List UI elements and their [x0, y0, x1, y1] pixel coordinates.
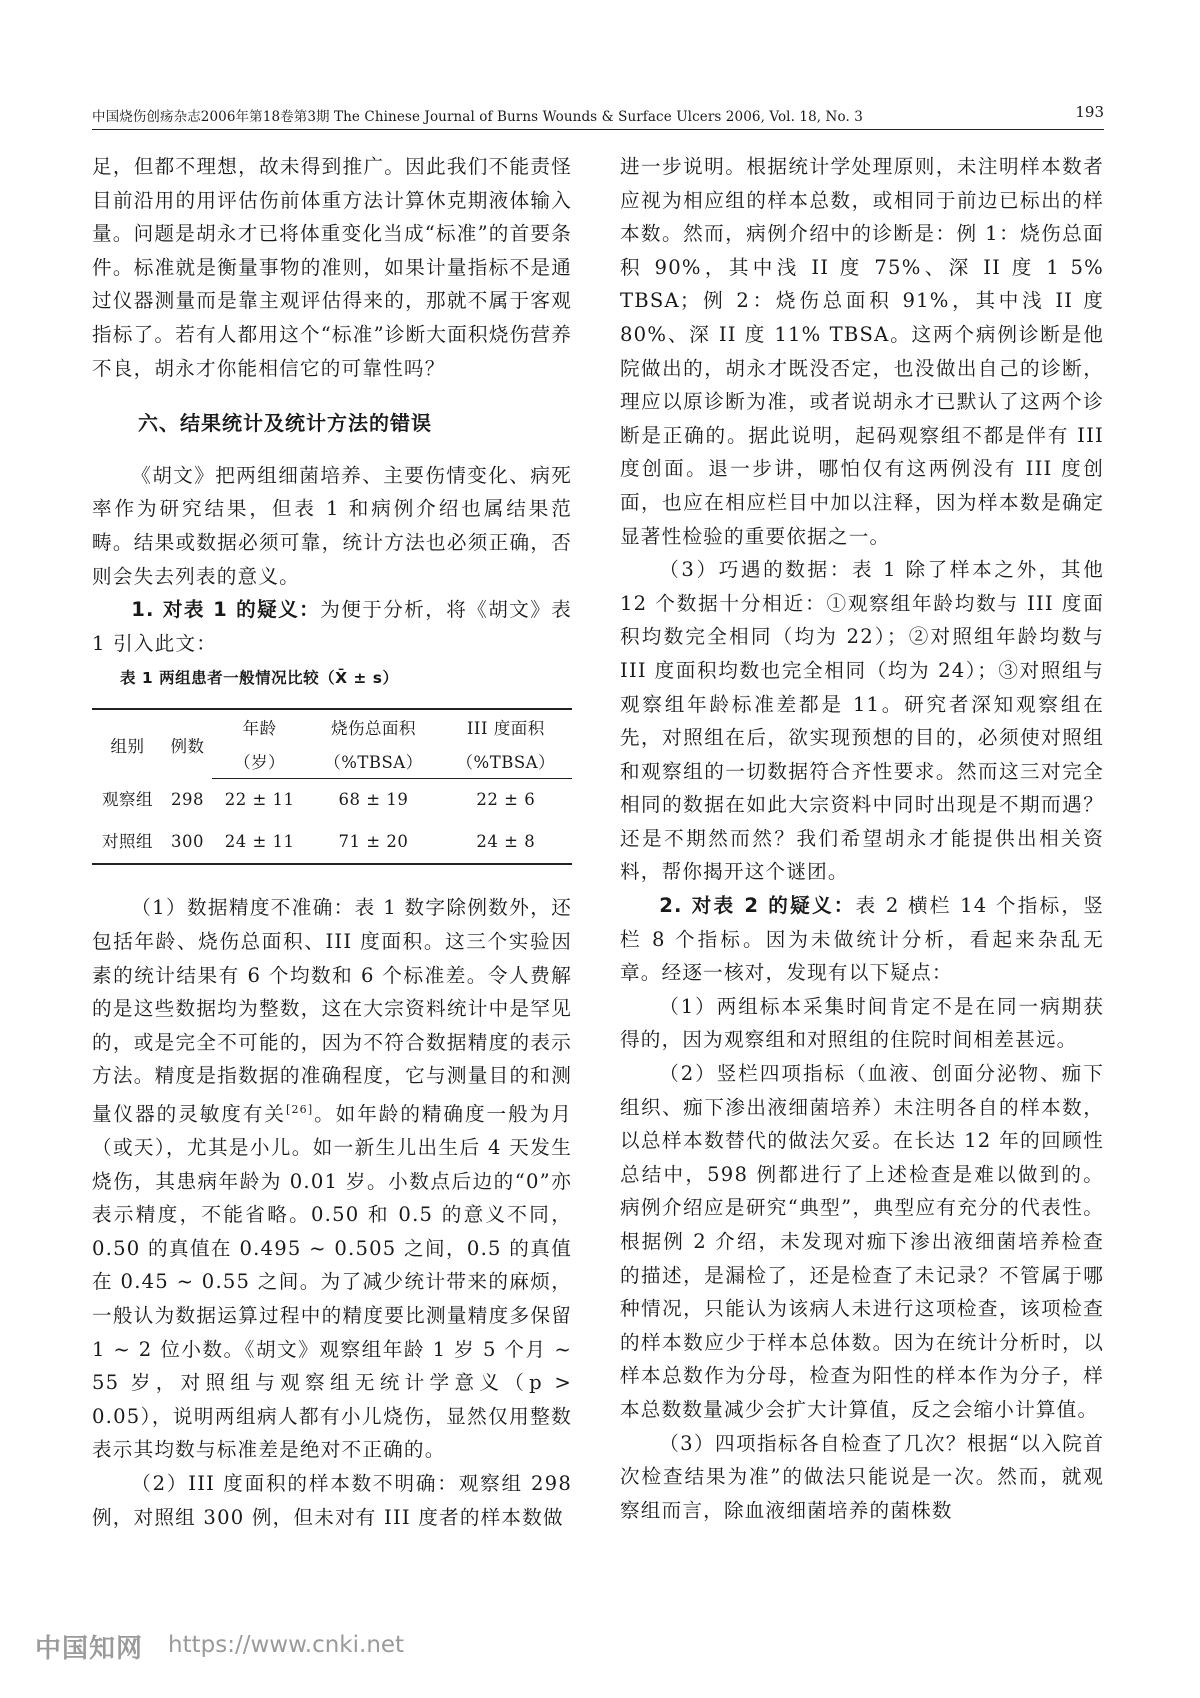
- paragraph: （3）四项指标各自检查了几次？根据“以入院首次检查结果为准”的做法只能说是一次。然而，就观察组而言，除血液细菌培养的菌株数: [620, 1431, 1104, 1522]
- table-header: III 度面积: [440, 709, 572, 744]
- paragraph: [92, 891, 572, 1467]
- subheading: 1. 对表 1 的疑义：: [131, 598, 321, 622]
- paragraph-text: 为便于分析，将《胡文》表 1 引入此文：: [92, 598, 572, 655]
- table-cell: 300: [163, 821, 212, 864]
- section-heading: 六、结果统计及统计方法的错误: [138, 411, 432, 436]
- table-cell: 71 ± 20: [307, 821, 439, 864]
- cnki-logo: 中国知网: [35, 1634, 144, 1664]
- paragraph: （3）巧遇的数据：表 1 除了样本之外，其他 12 个数据十分相近：①观察组年龄均数与 III 度面积均数完全相同（均为 22）；②对照组年龄均数与 III 度面积均数也完全相同（均为 24）；③对照组与观察组年龄标准差都是 11。研究者深知观察组在先，对照组在后，欲实现预想的目的，必须使对照组和观察组的一切数据符合齐性要求。然而这三对完全相同的数据在如此大宗资料中同时出现是不期而遇？还是不期然而然？我们希望胡永才能提供出相关资料，帮你揭开这个谜团。: [620, 558, 1104, 884]
- table-1: [92, 708, 572, 865]
- table-header: 烧伤总面积: [307, 709, 439, 744]
- table-cell: 22 ± 6: [476, 790, 536, 810]
- paragraph: （2）竖栏四项指标（血液、创面分泌物、痂下组织、痂下渗出液细菌培养）未注明各自的样本数，以总样本数替代的做法欠妥。在长达 12 年的回顾性总结中，598 例都进行了上述检查是难以做到的。病例介绍应是研究“典型”，典型应有充分的代表性。根据例 2 介绍，未发现对痂下渗出液细菌培养检查的描述，是漏检了，还是检查了未记录？不管属于哪种情况，只能认为该病人未进行这项检查，该项检查的样本数应少于样本总体数。因为在统计分析时，以样本总数作为分母，检查为阳性的样本作为分子，样本总数数量减少会扩大计算值，反之会缩小计算值。: [620, 1062, 1104, 1421]
- paragraph-text: 。如年龄的精确度一般为月（或天），尤其是小儿。如一新生儿出生后 4 天发生烧伤，其患病年龄为 0.01 岁。小数点后边的“0”亦表示精度，不能省略。0.50 和 0.5 的意义不同，0.50 的真值在 0.495 ~ 0.505 之间，0.5 的真值在 0.45 ~ 0.55 之间。为了减少统计带来的麻烦，一般认为数据运算过程中的精度要比测量精度多保留 1 ~ 2 位小数。《胡文》观察组年龄 1 岁 5 个月 ~ 55 岁，对照组与观察组无统计学意义（p > 0.05），说明两组病人都有小儿烧伤，显然仅用整数表示其均数与标准差是绝对不正确的。: [92, 1102, 572, 1462]
- paragraph: （1）两组标本采集时间肯定不是在同一病期获得的，因为观察组和对照组的住院时间相差甚远。: [620, 994, 1104, 1052]
- subheading: 2. 对表 2 的疑义：: [659, 894, 856, 918]
- paragraph: 《胡文》把两组细菌培养、主要伤情变化、病死率作为研究结果，但表 1 和病例介绍也属结果范畴。结果或数据必须可靠，统计方法也必须正确，否则会失去列表的意义。: [92, 463, 572, 588]
- left-column: [92, 150, 572, 1534]
- paragraph-text: 表 2 横栏 14 个指标，竖栏 8 个指标。因为未做统计分析，看起来杂乱无章。经逐一核对，发现有以下疑点：: [620, 894, 1105, 985]
- table-unit: （%TBSA）: [307, 744, 439, 779]
- table-header: 例数: [163, 709, 212, 779]
- table-cell: 观察组: [101, 790, 153, 810]
- table-cell: 对照组: [92, 821, 163, 864]
- table-header: 组别: [92, 709, 163, 779]
- table-unit: （岁）: [212, 744, 307, 779]
- paragraph: 足，但都不理想，故未得到推广。因此我们不能责怪目前沿用的用评估伤前体重方法计算休克期液体输入量。问题是胡永才已将体重变化当成“标准”的首要条件。标准就是衡量事物的准则，如果计量指标不是通过仪器测量而是靠主观评估得来的，那就不属于客观指标了。若有人都用这个“标准”诊断大面积烧伤营养不良，胡永才你能相信它的可靠性吗？: [92, 155, 572, 380]
- table-unit: （%TBSA）: [440, 744, 572, 779]
- paragraph: [620, 889, 1104, 990]
- table-cell: 24 ± 8: [440, 821, 572, 864]
- right-column: [620, 150, 1104, 1527]
- table-header: 年龄: [212, 709, 307, 744]
- table-caption: 表 1 两组患者一般情况比较（X̄ ± s）: [120, 669, 399, 688]
- table-cell: 68 ± 19: [338, 790, 409, 810]
- paragraph: [92, 593, 572, 660]
- paragraph-text: （1）数据精度不准确：表 1 数字除例数外，还包括年龄、烧伤总面积、III 度面积。这三个实验因素的统计结果有 6 个均数和 6 个标准差。令人费解的是这些数据均为整数，这在大宗资料统计中是罕见的，或是完全不可能的，因为不符合数据精度的表示方法。精度是指数据的准确程度，它与测量目的和测量仪器的灵敏度有关: [92, 896, 572, 1126]
- citation-ref: [26]: [285, 1102, 314, 1116]
- table-cell: 24 ± 11: [212, 821, 307, 864]
- table-row: [92, 779, 572, 822]
- table-cell: 22 ± 11: [224, 790, 295, 810]
- journal-header: 中国烧伤创疡杂志2006年第18卷第3期 The Chinese Journal of Burns Wounds & Surface Ulcers 2006, Vol. 18, No. 3: [92, 109, 863, 125]
- table-cell: 298: [171, 790, 204, 810]
- table-row: [92, 821, 572, 864]
- running-header: [92, 101, 1104, 130]
- paragraph: （2）III 度面积的样本数不明确：观察组 298 例，对照组 300 例，但未对有 III 度者的样本数做: [92, 1471, 572, 1529]
- paragraph: 进一步说明。根据统计学处理原则，未注明样本数者应视为相应组的样本总数，或相同于前边已标出的样本数。然而，病例介绍中的诊断是：例 1：烧伤总面积 90%，其中浅 II 度 75%、深 II 度 1 5% TBSA；例 2：烧伤总面积 91%，其中浅 II 度 80%、深 II 度 11% TBSA。这两个病例诊断是他院做出的，胡永才既没否定，也没做出自己的诊断，理应以原诊断为准，或者说胡永才已默认了这两个诊断是正确的。据此说明，起码观察组不都是伴有 III 度创面。退一步讲，哪怕仅有这两例没有 III 度创面，也应在相应栏目中加以注释，因为样本数是确定显著性检验的重要依据之一。: [620, 155, 1104, 548]
- page-number: 193: [1075, 103, 1104, 121]
- cnki-url[interactable]: https://www.cnki.net: [168, 1632, 405, 1658]
